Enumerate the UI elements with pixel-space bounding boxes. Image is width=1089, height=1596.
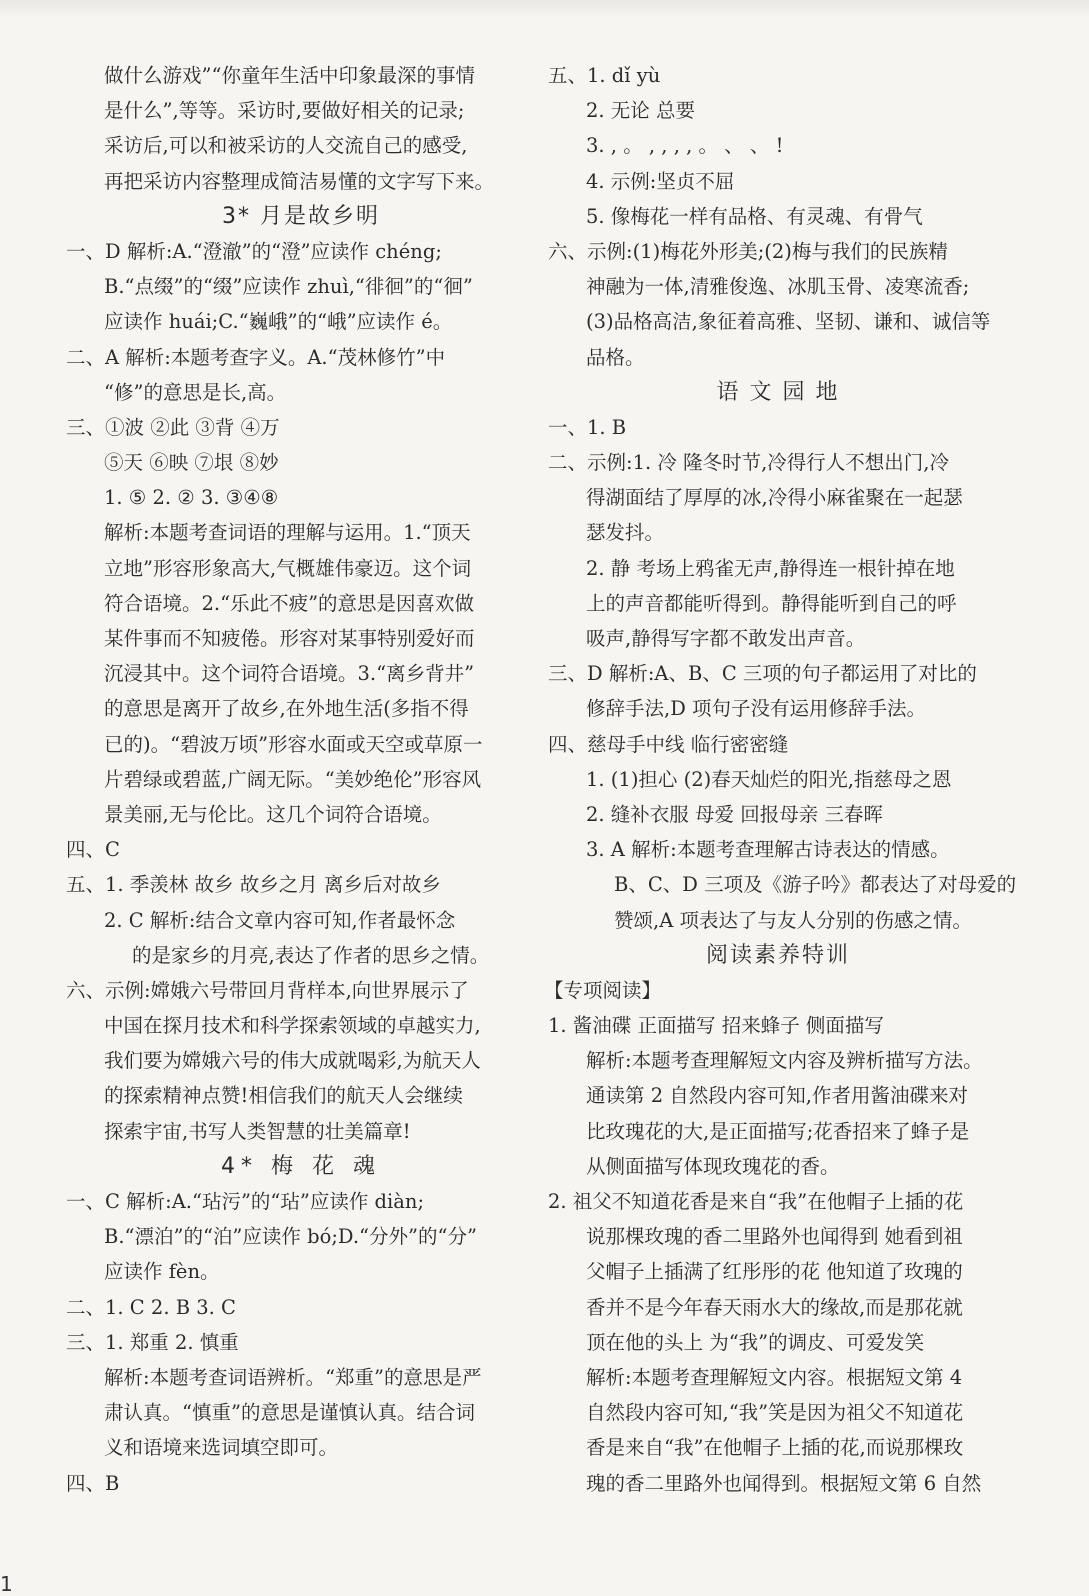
- text-line: 做什么游戏”“你童年生活中印象最深的事情: [104, 64, 475, 87]
- text-line: 我们要为嫦娥六号的伟大成就喝彩,为航天人: [104, 1049, 481, 1073]
- text-line: 3. A 解析:本题考查理解古诗表达的情感。: [586, 838, 950, 862]
- text-line: 自然段内容可知,“我”笑是因为祖父不知道花: [586, 1401, 964, 1425]
- text-line: 通读第 2 自然段内容可知,作者用酱油碟来对: [586, 1084, 969, 1108]
- text-line: 2. 缝补衣服 母爱 回报母亲 三春晖: [586, 802, 883, 826]
- text-line: 上的声音都能听得到。静得能听到自己的呼: [586, 591, 957, 615]
- text-line: 已的)。“碧波万顷”形容水面或天空或草原一: [104, 732, 483, 756]
- text-line: ⑤天 ⑥映 ⑦垠 ⑧妙: [104, 451, 279, 475]
- text-line: 探索宇宙,书写人类智慧的壮美篇章!: [104, 1119, 411, 1143]
- section-heading: 语 文 园 地: [716, 379, 840, 405]
- text-line: 解析:本题考查理解短文内容及辨析描写方法。: [586, 1049, 983, 1073]
- text-line: 的探索精神点赞!相信我们的航天人会继续: [104, 1084, 463, 1108]
- text-line: 二、1. C 2. B 3. C: [66, 1295, 236, 1319]
- text-line: B.“漂泊”的“泊”应读作 bó;D.“分外”的“分”: [104, 1225, 477, 1249]
- text-line: 三、1. 郑重 2. 慎重: [66, 1330, 239, 1354]
- text-line: 四、慈母手中线 临行密密缝: [548, 732, 789, 756]
- text-line: 2. 无论 总要: [586, 99, 696, 123]
- text-line: 【专项阅读】: [544, 978, 662, 1002]
- text-line: 2. 祖父不知道花香是来自“我”在他帽子上插的花: [548, 1190, 964, 1213]
- text-line: 中国在探月技术和科学探索领域的卓越实力,: [104, 1014, 481, 1038]
- text-line: 香并不是今年春天雨水大的缘故,而是那花就: [586, 1295, 963, 1319]
- text-line: 三、D 解析:A、B、C 三项的句子都运用了对比的: [548, 662, 977, 686]
- text-line: 父帽子上插满了红彤彤的花 他知道了玫瑰的: [586, 1260, 963, 1284]
- section-heading: 4* 梅 花 魂: [221, 1153, 381, 1179]
- text-line: 六、示例:(1)梅花外形美;(2)梅与我们的民族精: [548, 239, 948, 263]
- text-line: 3. , 。 , , , , 。 、 、 !: [586, 134, 784, 158]
- text-line: 5. 像梅花一样有品格、有灵魂、有骨气: [586, 204, 923, 228]
- text-line: 景美丽,无与伦比。这几个词符合语境。: [104, 802, 442, 826]
- text-line: 说那棵玫瑰的香二里路外也闻得到 她看到祖: [586, 1225, 963, 1249]
- text-line: 应读作 fèn。: [104, 1260, 220, 1284]
- page-number: 1: [0, 1572, 13, 1596]
- text-line: 片碧绿或碧蓝,广阔无际。“美妙绝伦”形容风: [104, 767, 482, 791]
- text-line: 一、1. B: [548, 415, 627, 439]
- text-line: 香是来自“我”在他帽子上插的花,而说那棵玫: [586, 1436, 964, 1460]
- text-line: 瑰的香二里路外也闻得到。根据短文第 6 自然: [586, 1471, 982, 1495]
- text-line: 二、A 解析:本题考查字义。A.“茂林修竹”中: [66, 345, 446, 369]
- text-line: 一、D 解析:A.“澄澈”的“澄”应读作 chéng;: [66, 239, 442, 263]
- text-line: 得湖面结了厚厚的冰,冷得小麻雀聚在一起瑟: [586, 486, 963, 510]
- text-line: 神融为一体,清雅俊逸、冰肌玉骨、凌寒流香;: [586, 275, 970, 299]
- text-line: 再把采访内容整理成简洁易懂的文字写下来。: [104, 169, 495, 193]
- text-line: 品格。: [586, 345, 645, 369]
- text-line: 符合语境。2.“乐此不疲”的意思是因喜欢做: [104, 591, 475, 615]
- text-line: 解析:本题考查词语辨析。“郑重”的意思是严: [104, 1365, 482, 1389]
- text-line: 顶在他的头上 为“我”的调皮、可爱发笑: [586, 1330, 925, 1354]
- text-line: 4. 示例:坚贞不屈: [586, 169, 735, 193]
- text-line: 二、示例:1. 冷 隆冬时节,冷得行人不想出门,冷: [548, 451, 949, 475]
- text-line: 赞颂,A 项表达了与友人分别的伤感之情。: [614, 908, 972, 932]
- text-line: 是什么”,等等。采访时,要做好相关的记录;: [104, 99, 465, 123]
- text-line: 一、C 解析:A.“玷污”的“玷”应读作 diàn;: [66, 1190, 425, 1213]
- text-line: 四、C: [66, 838, 120, 862]
- text-line: 立地”形容形象高大,气概雄伟豪迈。这个词: [104, 556, 472, 580]
- text-line: 六、示例:嫦娥六号带回月背样本,向世界展示了: [66, 978, 469, 1002]
- left-column: [66, 58, 536, 1501]
- text-line: 五、1. 季羡林 故乡 故乡之月 离乡后对故乡: [66, 873, 441, 897]
- text-line: 的意思是离开了故乡,在外地生活(多指不得: [104, 697, 469, 721]
- text-line: 瑟发抖。: [586, 521, 665, 545]
- text-line: B.“点缀”的“缀”应读作 zhuì,“徘徊”的“徊”: [104, 275, 473, 299]
- section-heading: 阅读素养特训: [705, 942, 850, 968]
- text-line: “修”的意思是长,高。: [104, 380, 287, 404]
- text-line: 吸声,静得写字都不敢发出声音。: [586, 627, 866, 650]
- text-line: 比玫瑰花的大,是正面描写;花香招来了蜂子是: [586, 1119, 970, 1143]
- text-line: 1. 酱油碟 正面描写 招来蜂子 侧面描写: [548, 1014, 884, 1038]
- text-line: 四、B: [66, 1471, 120, 1495]
- text-line: 1. ⑤ 2. ② 3. ③④⑧: [104, 486, 279, 510]
- text-line: 五、1. dǐ yù: [548, 64, 661, 87]
- text-line: 修辞手法,D 项句子没有运用修辞手法。: [586, 697, 927, 721]
- text-line: 三、①波 ②此 ③背 ④万: [66, 415, 280, 439]
- text-line: 2. C 解析:结合文章内容可知,作者最怀念: [104, 908, 456, 932]
- text-line: 1. (1)担心 (2)春天灿烂的阳光,指慈母之恩: [586, 767, 952, 791]
- text-line: 义和语境来选词填空即可。: [104, 1436, 339, 1460]
- page-top-edge: [0, 0, 1089, 18]
- text-line: 采访后,可以和被采访的人交流自己的感受,: [104, 134, 468, 158]
- text-line: B、C、D 三项及《游子吟》都表达了对母爱的: [614, 873, 1017, 897]
- text-line: 应读作 huái;C.“巍峨”的“峨”应读作 é。: [104, 310, 453, 334]
- text-line: 的是家乡的月亮,表达了作者的思乡之情。: [132, 943, 490, 967]
- text-line: 从侧面描写体现玫瑰花的香。: [586, 1154, 840, 1178]
- text-line: 沉浸其中。这个词符合语境。3.“离乡背井”: [104, 662, 475, 686]
- text-line: (3)品格高洁,象征着高雅、坚韧、谦和、诚信等: [586, 310, 991, 334]
- text-line: 解析:本题考查词语的理解与运用。1.“顶天: [104, 521, 471, 545]
- section-heading: 3* 月是故乡明: [222, 203, 380, 229]
- text-line: 肃认真。“慎重”的意思是谨慎认真。结合词: [104, 1401, 475, 1425]
- text-line: 2. 静 考场上鸦雀无声,静得连一根针掉在地: [586, 556, 955, 580]
- right-column: [544, 58, 1017, 1501]
- text-line: 解析:本题考查理解短文内容。根据短文第 4: [586, 1365, 963, 1389]
- text-line: 某件事而不知疲倦。形容对某事特别爱好而: [104, 627, 475, 650]
